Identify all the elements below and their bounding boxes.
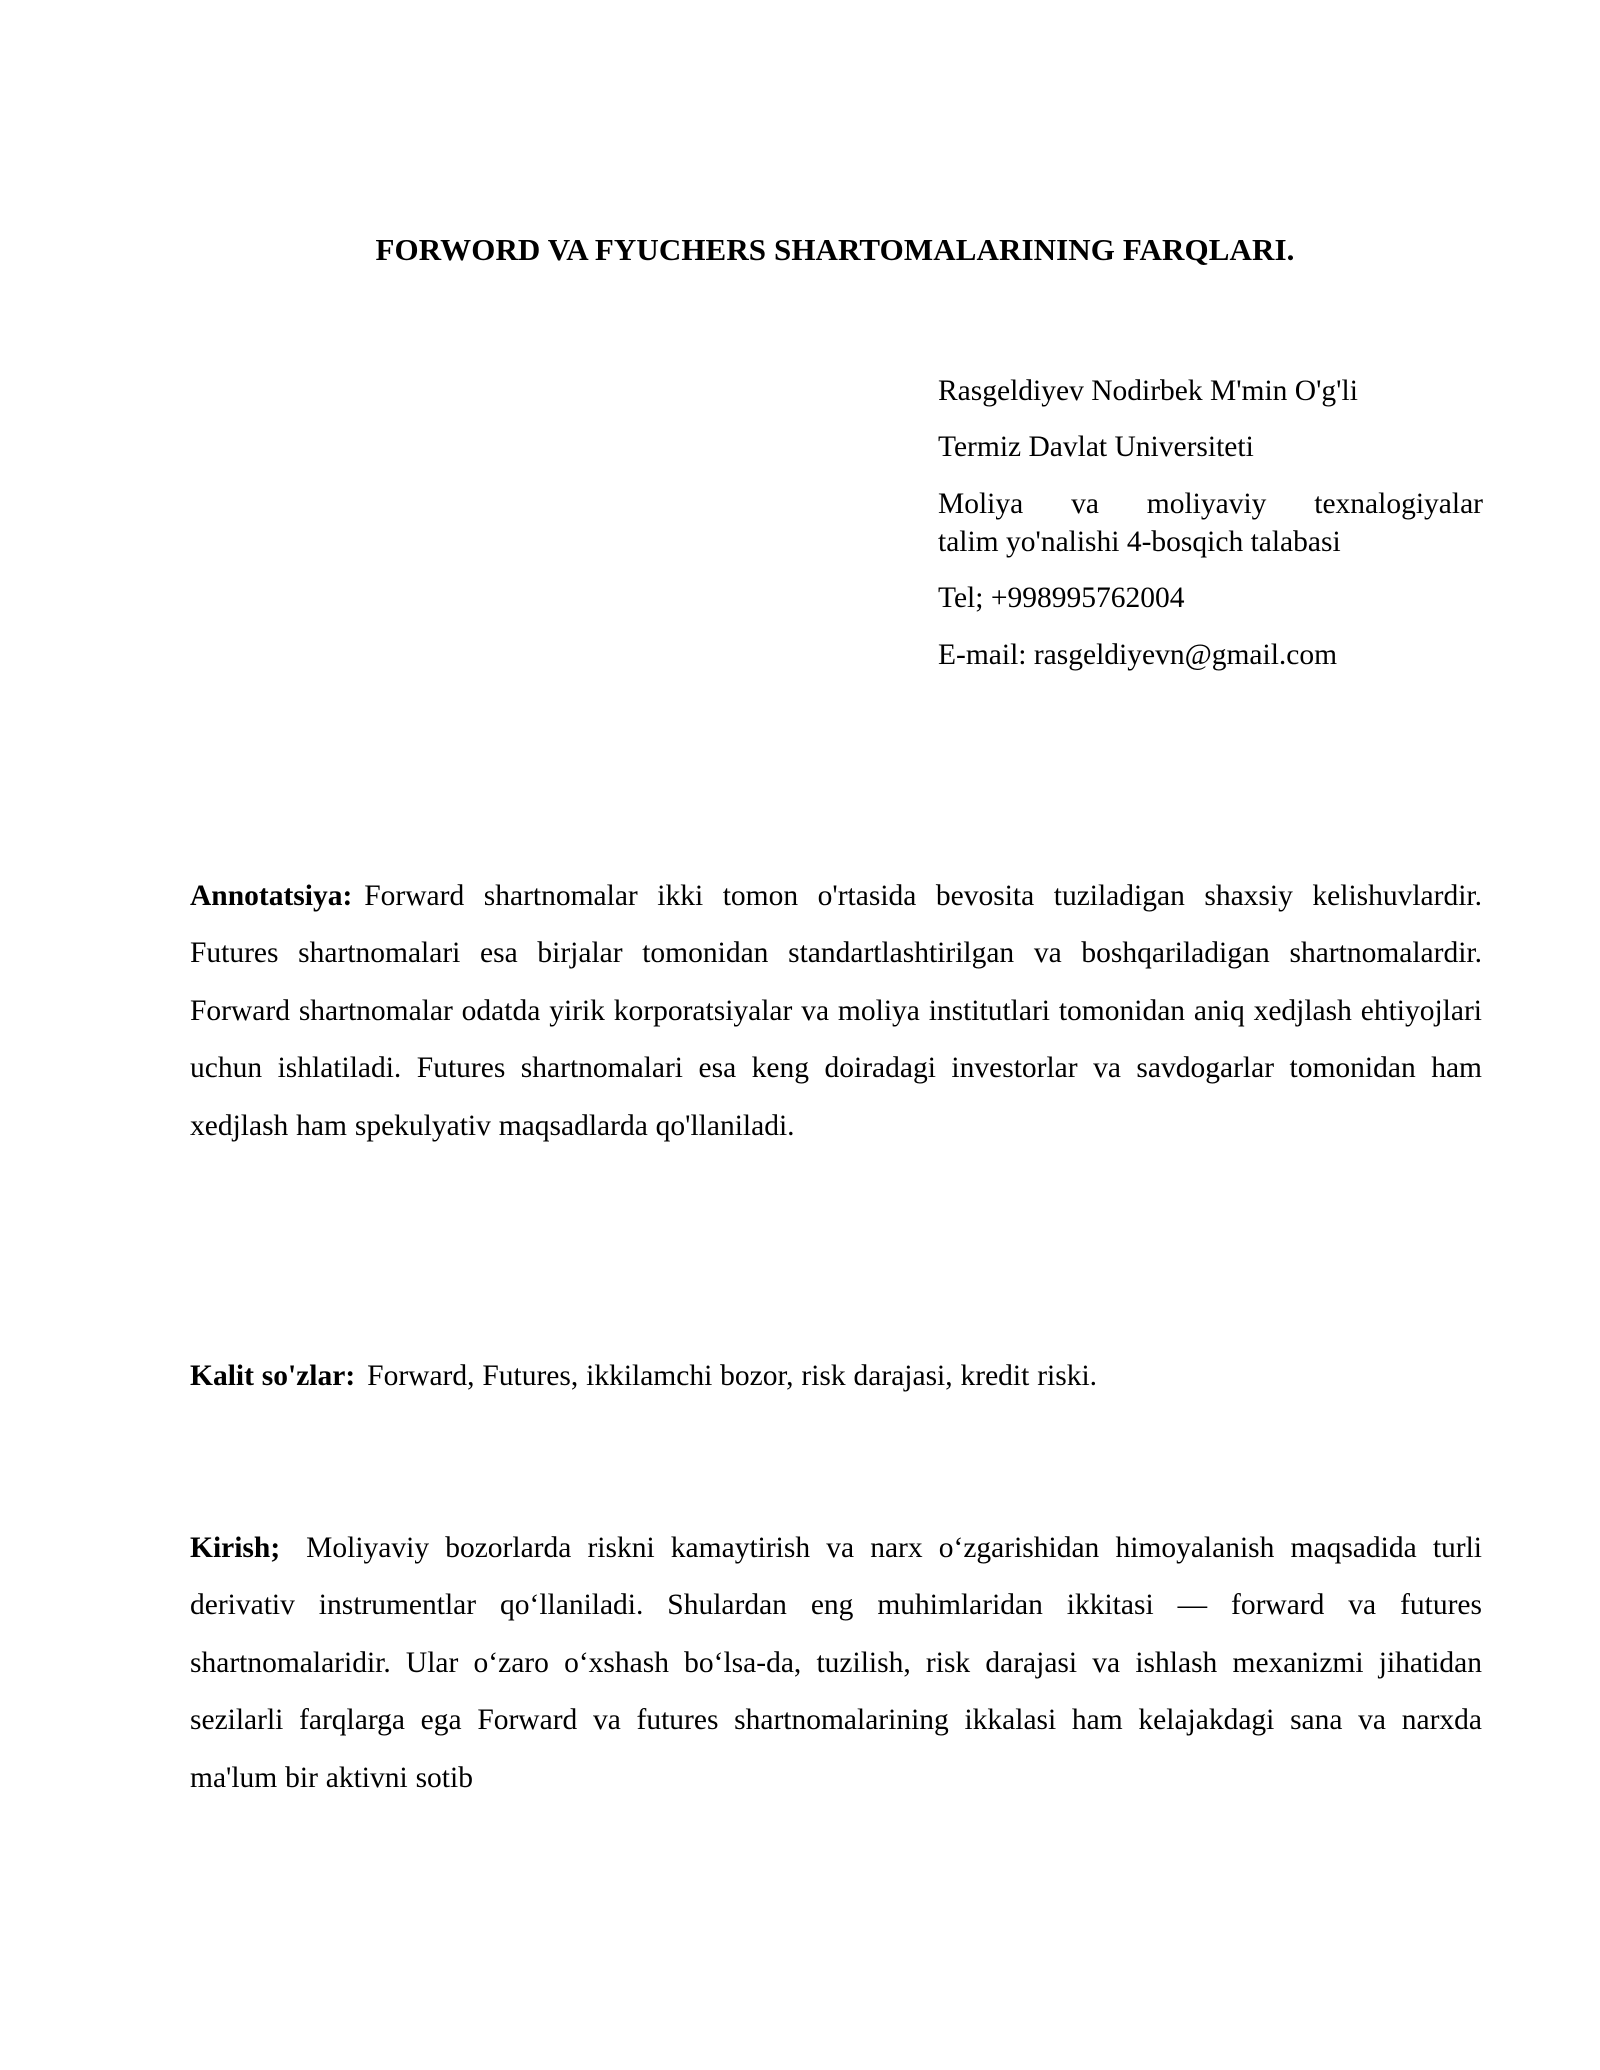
- author-program: [938, 485, 1483, 562]
- author-email: E-mail: rasgeldiyevn@gmail.com: [938, 638, 1338, 671]
- introduction-paragraph: [190, 1520, 1482, 1808]
- introduction-text: Moliyaviy bozorlarda riskni kamaytirish va narx o‘zgarishidan himoyalanish maqsadida turli derivativ instrumentlar qo‘llaniladi. Shulardan eng muhimlaridan ikkitasi — forward va futures shartnomalaridir. Ular o‘zaro o‘xshash bo‘lsa-da, tuzilish, risk darajasi va ishlash mexanizmi jihatidan sezilarli farqlarga ega Forward va futures shartnomalarining ikkalasi ham kelajakdagi sana va narxda ma'lum bir aktivni sotib: [190, 1531, 1482, 1794]
- keywords-text: Forward, Futures, ikkilamchi bozor, risk darajasi, kredit riski.: [367, 1359, 1098, 1392]
- author-affiliation-block: [938, 372, 1483, 692]
- author-phone: Tel; +998995762004: [938, 582, 1185, 615]
- author-program-line-1: Moliya va moliyaviy texnalogiyalar: [938, 487, 1483, 520]
- introduction-label: Kirish;: [190, 1531, 281, 1564]
- abstract-label: Annotatsiya:: [190, 879, 353, 912]
- author-name: Rasgeldiyev Nodirbek M'min O'g'li: [938, 375, 1358, 407]
- keywords-label: Kalit so'zlar:: [190, 1359, 356, 1392]
- author-affiliation: Termiz Davlat Universiteti: [938, 431, 1254, 464]
- abstract-paragraph: [190, 868, 1482, 1156]
- author-program-line-2: talim yo'nalishi 4-bosqich talabasi: [938, 526, 1341, 559]
- page-title: FORWORD VA FYUCHERS SHARTOMALARINING FARQLARI.: [375, 231, 1295, 267]
- keywords-paragraph: [190, 1348, 1482, 1406]
- abstract-text: Forward shartnomalar ikki tomon o'rtasida bevosita tuziladigan shaxsiy kelishuvlardir. Futures shartnomalari esa birjalar tomonidan standartlashtirilgan va boshqariladigan shartnomalardir. Forward shartnomalar odatda yirik korporatsiyalar va moliya institutlari tomonidan aniq xedjlash ehtiyojlari uchun ishlatiladi. Futures shartnomalari esa keng doiradagi investorlar va savdogarlar tomonidan ham xedjlash ham spekulyativ maqsadlarda qo'llaniladi.: [190, 879, 1482, 1142]
